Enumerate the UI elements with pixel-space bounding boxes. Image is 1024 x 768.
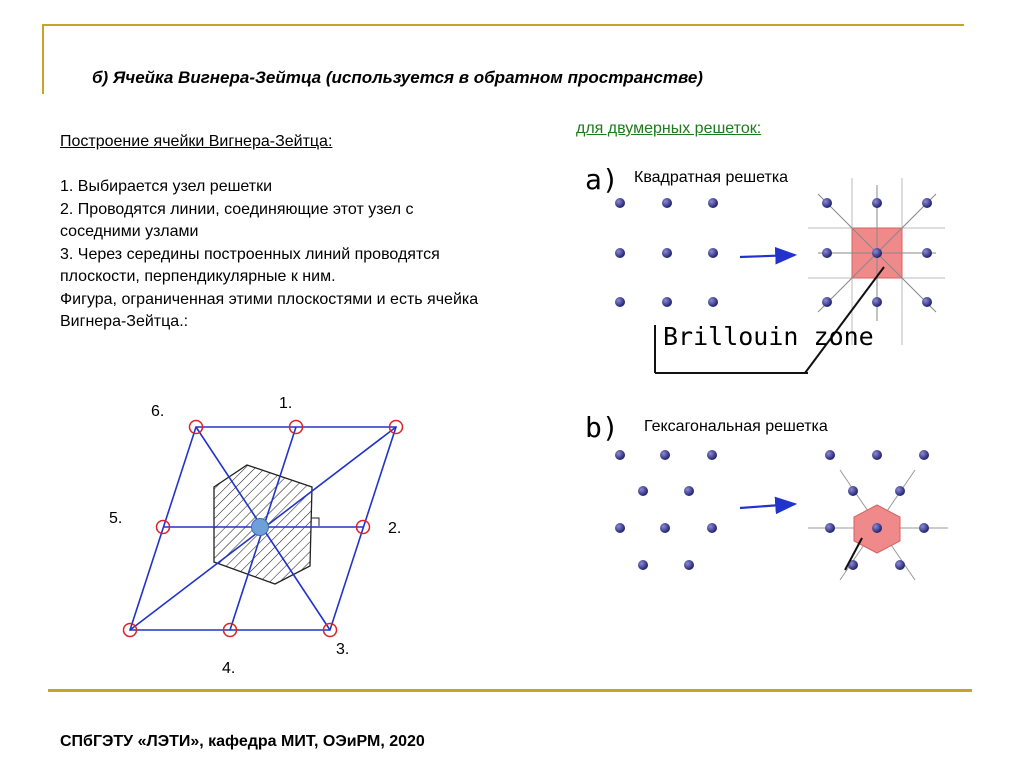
construction-step: Фигура, ограниченная этими плоскостями и есть ячейка Вигнера-Зейтца.: bbox=[60, 290, 479, 330]
label-5: 5. bbox=[109, 510, 123, 527]
letter-a: a) bbox=[585, 163, 619, 196]
label-3: 3. bbox=[336, 641, 350, 658]
slide-title: б) Ячейка Вигнера-Зейтца (используется в обратном пространстве) bbox=[92, 68, 703, 87]
label-2: 2. bbox=[388, 520, 402, 537]
construction-step: 2. Проводятся линии, соединяющие этот узел с соседними узлами bbox=[60, 200, 414, 240]
construction-step: 3. Через середины построенных линий проводятся плоскости, перпендикулярные к ним. bbox=[60, 245, 440, 285]
footer-credit: СПбГЭТУ «ЛЭТИ», кафедра МИТ, ОЭиРМ, 2020 bbox=[60, 733, 425, 750]
hex-brillouin-construction bbox=[808, 450, 948, 580]
label-1: 1. bbox=[279, 395, 293, 412]
arrow-a bbox=[740, 255, 795, 257]
arrow-b bbox=[740, 504, 795, 508]
square-lattice-left bbox=[615, 198, 718, 307]
construction-heading: Построение ячейки Вигнера-Зейтца: bbox=[60, 133, 333, 150]
brillouin-zone-label: Brillouin zone bbox=[663, 322, 874, 351]
letter-b: b) bbox=[585, 411, 619, 444]
square-lattice-label: Квадратная решетка bbox=[634, 169, 789, 186]
label-6: 6. bbox=[151, 403, 165, 420]
wigner-seitz-diagram bbox=[124, 421, 403, 637]
brillouin-pointer bbox=[805, 267, 884, 373]
construction-step: 1. Выбирается узел решетки bbox=[60, 178, 273, 195]
hex-lattice-left bbox=[615, 450, 717, 570]
two-d-heading: для двумерных решеток: bbox=[576, 120, 762, 137]
hex-lattice-label: Гексагональная решетка bbox=[644, 418, 828, 435]
label-4: 4. bbox=[222, 660, 236, 677]
right-angle-mark bbox=[311, 518, 319, 526]
center-node bbox=[252, 519, 269, 536]
